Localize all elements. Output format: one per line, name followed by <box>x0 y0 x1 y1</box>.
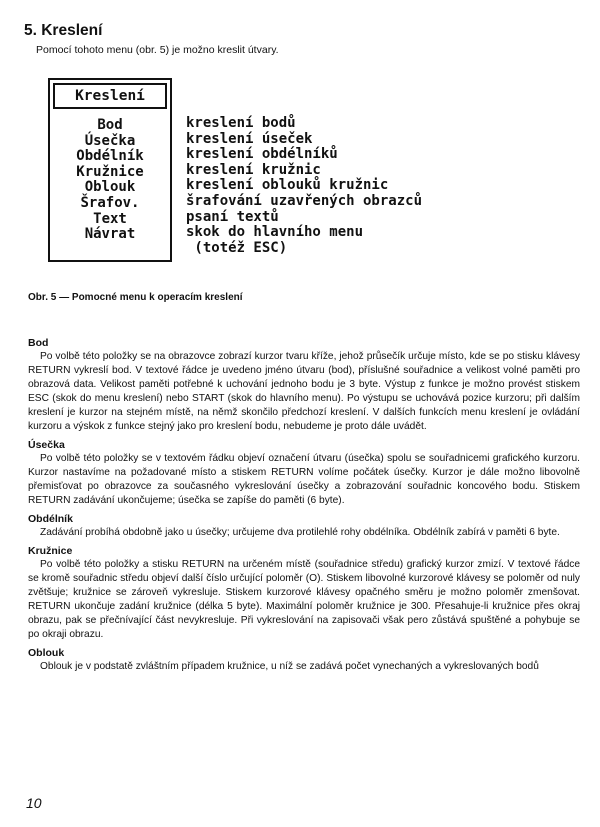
body-sections <box>28 332 580 674</box>
menu-desc-continued: (totéž ESC) <box>186 239 288 256</box>
menu-desc: psaní textů <box>186 208 279 225</box>
menu-item-bod: Bod <box>97 117 123 133</box>
section-title: Bod <box>28 337 49 349</box>
menu-desc: kreslení obdélníků <box>186 146 338 163</box>
menu-desc: skok do hlavního menu <box>186 224 364 241</box>
menu-figure <box>48 78 172 262</box>
menu-item-navrat: Návrat <box>84 226 136 243</box>
menu-desc: šrafování uzavřených obrazců <box>186 192 423 209</box>
section-body: Po volbě této položky se v textovém řádku objeví označení útvaru (úsečka) spolu se souřadnicemi grafického kurzoru. Kurzor nastavíme na požadované místo a stiskem RETURN volíme počátek úsečky. Kurzor je dále možno libovolně přemisťovat po obrazovce za současného vykreslování úsečky a zobrazování souřadnic koncového bodu. Stiskem RETURN zadávání ukončujeme; úsečka se zapíše do paměti (6 byte). <box>28 453 580 506</box>
figure-caption: Obr. 5 — Pomocné menu k operacím kreslení <box>28 292 243 303</box>
section-heading: 5. Kreslení <box>24 22 103 39</box>
menu-description-list <box>186 116 422 256</box>
section-body: Zadávání probíhá obdobně jako u úsečky; určujeme dva protilehlé rohy obdélníka. Obdélník zabírá v paměti 6 byte. <box>40 527 560 538</box>
menu-item-text: Text <box>93 210 127 227</box>
menu-item-oblouk: Oblouk <box>84 179 136 196</box>
menu-item-obdelnik: Obdélník <box>76 148 144 165</box>
page-number: 10 <box>26 795 42 811</box>
menu-item-srafov: Šrafov. <box>80 194 140 211</box>
intro-text: Pomocí tohoto menu (obr. 5) je možno kreslit útvary. <box>36 44 279 56</box>
section-title: Kružnice <box>28 545 73 557</box>
menu-item-usecka: Úsečka <box>84 132 136 149</box>
menu-item-kruznice: Kružnice <box>76 163 144 180</box>
menu-desc: kreslení oblouků kružnic <box>186 177 389 194</box>
menu-item-list <box>50 118 170 243</box>
section-body: Oblouk je v podstatě zvláštním případem kružnice, u níž se zadává počet vynechaných a vykreslovaných bodů <box>40 661 539 672</box>
menu-title: Kreslení <box>53 83 167 109</box>
section-body: Po volbě této položky se na obrazovce zobrazí kurzor tvaru kříže, jehož průsečík určuje místo, kde se po stisku klávesy RETURN vykreslí bod. V textové řádce je uvedeno jméno útvaru (bod), příslušné souřadnice a velikost volné paměti pro obrazová data. Velikost paměti potřebné k uchování jednoho bodu je 3 byte. Výstup z funkce je možno provést stiskem ESC (skok do menu kreslení) nebo START (skok do hlavního menu). Po výstupu se uchovává pozice kurzoru; při dalším kreslení je kurzor na stejném místě, na němž skončilo předchozí kreslení. V dalších funkcích menu kreslení je ovládání kurzoru a výskok z funkce stejný jako pro kreslení bodu, nebudeme je proto dále uvádět. <box>28 351 580 432</box>
menu-desc: kreslení úseček <box>186 130 313 147</box>
section-body: Po volbě této položky a stisku RETURN na určeném místě (souřadnice středu) grafický kurzor zmizí. V textové řádce se kromě souřadnic středu objeví další číslo určující poloměr (O). Stiskem libovolné kurzorové klávesy se poloměr od nuly zvětšuje; kružnice se zároveň vykresluje. Stiskem kurzorové klávesy opačného směru je možno poloměr zmenšovat. RETURN ukončuje zadání kružnice (délka 5 byte). Maximální poloměr kružnice je 300. Přesahuje-li kružnice přes okraj obrazu, pak se přečnívající část nevykresluje. Při vykreslování na zapisovači však pero zůstává spuštěné a pohybuje se po okraji obrazu. <box>28 559 580 640</box>
section-title: Úsečka <box>28 439 65 451</box>
section-title: Oblouk <box>28 647 65 659</box>
menu-desc: kreslení kružnic <box>186 161 321 178</box>
section-title: Obdélník <box>28 513 73 525</box>
menu-desc: kreslení bodů <box>186 115 296 131</box>
